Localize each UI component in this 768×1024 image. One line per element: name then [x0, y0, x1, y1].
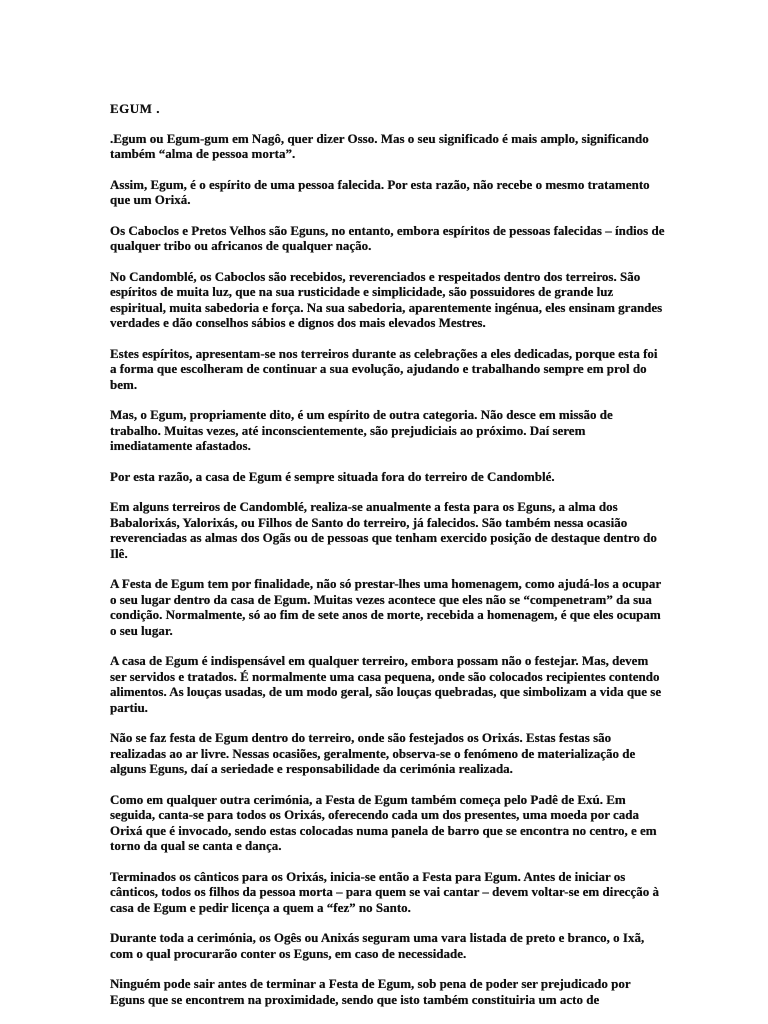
- document-title: EGUM .: [110, 101, 160, 116]
- paragraph-4: No Candomblé, os Caboclos são recebidos, reverenciados e respeitados dentro dos terreiros. São espíritos de muita luz, que na sua rusticidade e simplicidade, são possuidores de grande luz espiritual, muita sabedoria e força. Na sua sabedoria, aparentemente ingénua, eles ensinam grandes verdades e dão conselhos sábios e dignos dos mais elevados Mestres.: [110, 268, 663, 330]
- paragraph-11: Não se faz festa de Egum dentro do terreiro, onde são festejados os Orixás. Estas festas são realizadas ao ar livre. Nessas ocasiões, geralmente, observa-se o fenómeno de materialização de alguns Eguns, daí a seriedade e responsabilidade da cerimónia realizada.: [110, 730, 636, 776]
- paragraph-3: Os Caboclos e Pretos Velhos são Eguns, no entanto, embora espíritos de pessoas falecidas – índios de qualquer tribo ou africanos de qualquer nação.: [110, 222, 665, 253]
- paragraph-15: Ninguém pode sair antes de terminar a Festa de Egum, sob pena de poder ser prejudicado por Eguns que se encontrem na proximidade, sendo que isto também constituiria um acto de: [110, 976, 631, 1007]
- paragraph-7: Por esta razão, a casa de Egum é sempre situada fora do terreiro de Candomblé.: [110, 468, 555, 484]
- paragraph-9: A Festa de Egum tem por finalidade, não só prestar-lhes uma homenagem, como ajudá-los a ocupar o seu lugar dentro da casa de Egum. Muitas vezes acontece que eles não se “compenetram” da sua condição. Normalmente, só ao fim de sete anos de morte, recebida a homenagem, é que eles ocupam o seu lugar.: [110, 576, 661, 638]
- paragraph-10: A casa de Egum é indispensável em qualquer terreiro, embora possam não o festejar. Mas, devem ser servidos e tratados. É normalmente uma casa pequena, onde são colocados recipientes contendo alimentos. As louças usadas, de um modo geral, são louças quebradas, que simbolizam a vida que se partiu.: [110, 653, 662, 715]
- paragraph-13: Terminados os cânticos para os Orixás, inicia-se então a Festa para Egum. Antes de iniciar os cânticos, todos os filhos da pessoa morta – para quem se vai cantar – devem voltar-se em direcção à casa de Egum e pedir licença a quem a “fez” no Santo.: [110, 868, 659, 915]
- paragraph-1: .Egum ou Egum-gum em Nagô, quer dizer Osso. Mas o seu significado é mais amplo, significando também “alma de pessoa morta”.: [110, 130, 649, 161]
- paragraph-14: Durante toda a cerimónia, os Ogês ou Anixás seguram uma vara listada de preto e branco, o Ixã, com o qual procurarão conter os Eguns, em caso de necessidade.: [110, 930, 645, 961]
- document-body: [110, 101, 665, 1022]
- paragraph-8: Em alguns terreiros de Candomblé, realiza-se anualmente a festa para os Eguns, a alma dos Babalorixás, Yalorixás, ou Filhos de Santo do terreiro, já falecidos. São também nessa ocasião reverenciadas as almas dos Ogãs ou de pessoas que tenham exercido posição de destaque dentro do Ilê.: [110, 499, 657, 561]
- paragraph-12: Como em qualquer outra cerimónia, a Festa de Egum também começa pelo Padê de Exú. Em seguida, canta-se para todos os Orixás, oferecendo cada um dos presentes, uma moeda por cada Orixá que é invocado, sendo estas colocadas numa panela de barro que se encontra no centro, e em torno da qual se canta e dança.: [110, 791, 657, 853]
- paragraph-2: Assim, Egum, é o espírito de uma pessoa falecida. Por esta razão, não recebe o mesmo tratamento que um Orixá.: [110, 176, 650, 207]
- paragraph-5: Estes espíritos, apresentam-se nos terreiros durante as celebrações a eles dedicadas, porque esta foi a forma que escolheram de continuar a sua evolução, ajudando e trabalhando sempre em prol do bem.: [110, 345, 658, 392]
- paragraph-6: Mas, o Egum, propriamente dito, é um espírito de outra categoria. Não desce em missão de trabalho. Muitas vezes, até inconscientemente, são prejudiciais ao próximo. Daí serem imediatamente afastados.: [110, 407, 613, 453]
